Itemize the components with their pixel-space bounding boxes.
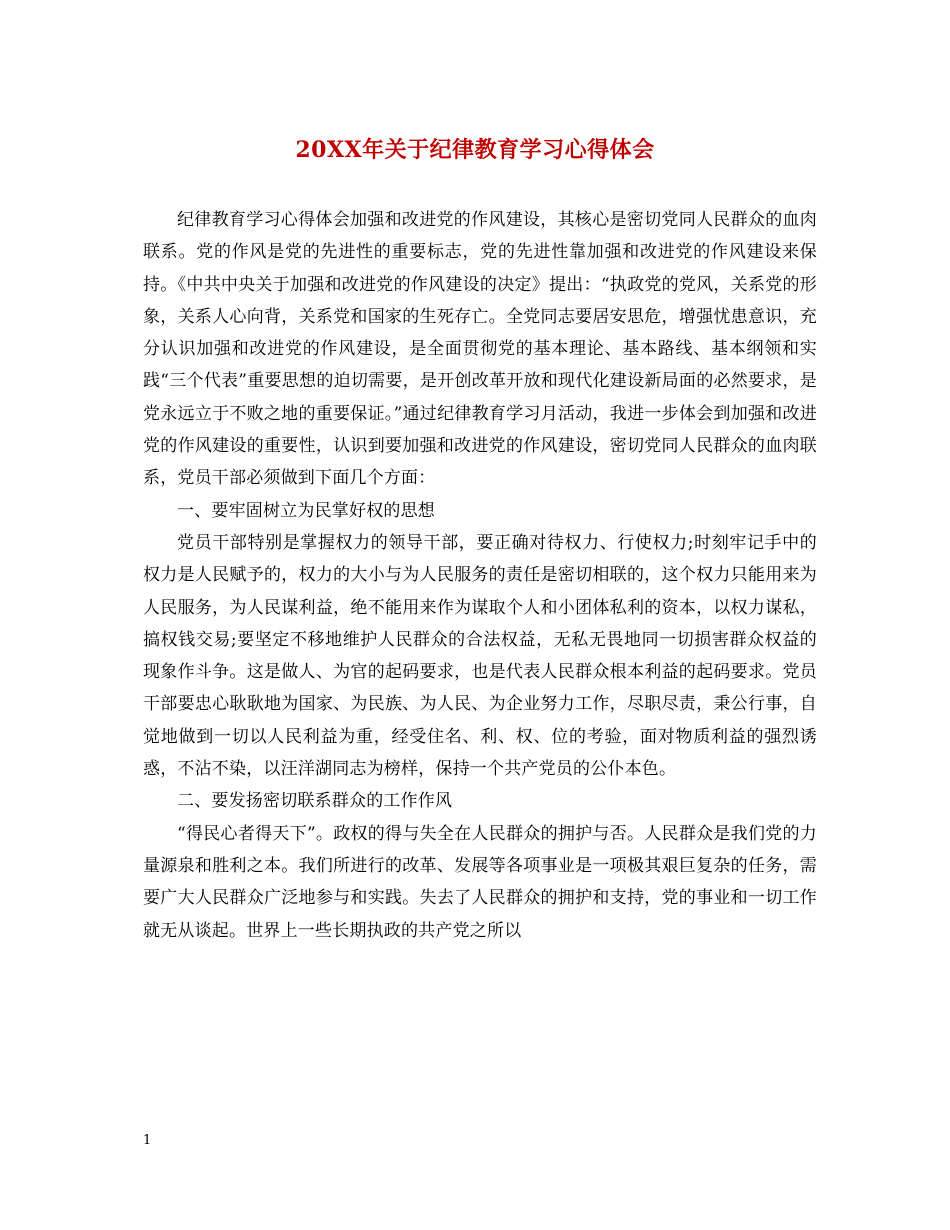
paragraph-section-1: 党员干部特别是掌握权力的领导干部，要正确对待权力、行使权力;时刻牢记手中的权力是人民赋予的，权力的大小与为人民服务的责任是密切相联的，这个权力只能用来为人民服务，为人民谋利益，绝不能用来作为谋取个人和小团体私利的资本，以权力谋私，搞权钱交易;要坚定不移地维护人民群众的合法权益，无私无畏地同一切损害群众权益的现象作斗争。这是做人、为官的起码要求，也是代表人民群众根本利益的起码要求。党员干部要忠心耿耿地为国家、为民族、为人民、为企业努力工作，尽职尽责，秉公行事，自觉地做到一切以人民利益为重，经受住名、利、权、位的考验，面对物质利益的强烈诱惑，不沾不染，以汪洋湖同志为榜样，保持一个共产党员的公仆本色。 xyxy=(143,532,817,780)
section-heading-2: 二、要发扬密切联系群众的工作作风 xyxy=(177,791,453,812)
document-body xyxy=(143,204,817,947)
page-number: 1 xyxy=(143,1133,152,1148)
paragraph-section-2: “得民心者得天下”。政权的得与失全在人民群众的拥护与否。人民群众是我们党的力量源泉和胜利之本。我们所进行的改革、发展等各项事业是一项极其艰巨复杂的任务，需要广大人民群众广泛地参与和实践。失去了人民群众的拥护和支持，党的事业和一切工作就无从谈起。世界上一些长期执政的共产党之所以 xyxy=(143,823,817,941)
paragraph-intro: 纪律教育学习心得体会加强和改进党的作风建设，其核心是密切党同人民群众的血肉联系。党的作风是党的先进性的重要标志，党的先进性靠加强和改进党的作风建设来保持。《中共中央关于加强和改进党的作风建设的决定》提出：“执政党的党风，关系党的形象，关系人心向背，关系党和国家的生死存亡。全党同志要居安思危，增强忧患意识，充分认识加强和改进党的作风建设，是全面贯彻党的基本理论、基本路线、基本纲领和实践“三个代表”重要思想的迫切需要，是开创改革开放和现代化建设新局面的必然要求，是党永远立于不败之地的重要保证。”通过纪律教育学习月活动，我进一步体会到加强和改进党的作风建设的重要性，认识到要加强和改进党的作风建设，密切党同人民群众的血肉联系，党员干部必须做到下面几个方面： xyxy=(143,210,817,489)
document-title: 20XX年关于纪律教育学习心得体会 xyxy=(295,137,655,163)
section-heading-1: 一、要牢固树立为民掌好权的思想 xyxy=(177,500,435,521)
